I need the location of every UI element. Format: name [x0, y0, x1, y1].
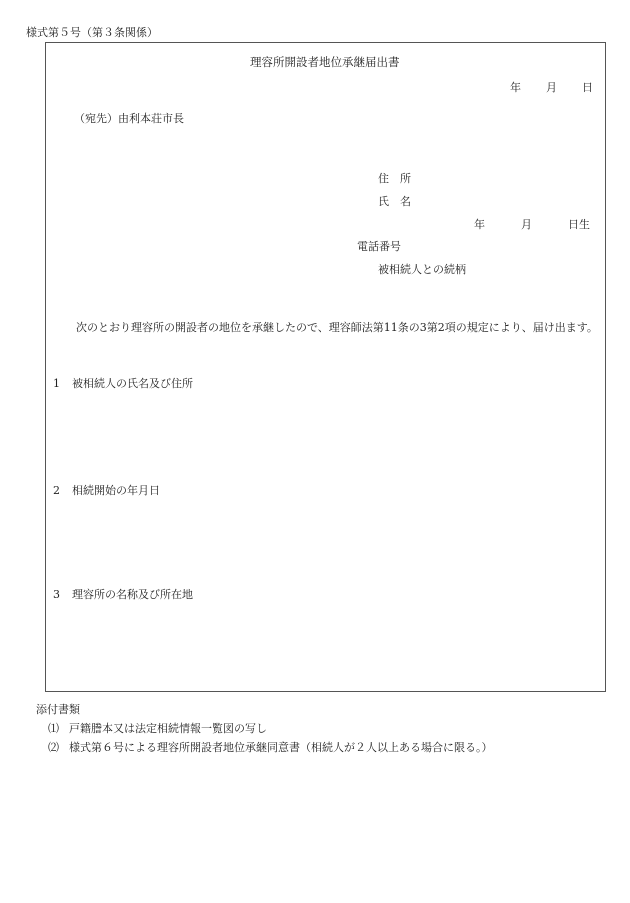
item-label: 被相続人の氏名及び住所 [72, 377, 193, 390]
date-day-label: 日 [582, 81, 593, 94]
attachment-text: 様式第６号による理容所開設者地位承継同意書（相続人が２人以上ある場合に限る。） [69, 741, 493, 754]
attachment-1 [48, 722, 267, 736]
item-label: 相続開始の年月日 [72, 484, 160, 497]
attachment-number: ⑴ [48, 722, 59, 735]
birth-year-label: 年 [474, 218, 485, 231]
attachments-heading: 添付書類 [36, 703, 80, 716]
applicant-birthdate [474, 218, 590, 232]
applicant-name-label: 氏 名 [378, 195, 411, 208]
notification-body: 次のとおり理容所の開設者の地位を承継したので、理容師法第11条の3第2項の規定により、届け出ます。 [76, 321, 598, 334]
item-3 [53, 588, 193, 602]
form-title: 理容所開設者地位承継届出書 [250, 55, 400, 69]
attachment-number: ⑵ [48, 741, 59, 754]
date-year-label: 年 [510, 81, 521, 94]
item-number: 3 [53, 588, 60, 601]
birth-day-label: 日生 [568, 218, 590, 231]
item-2 [53, 484, 160, 498]
attachment-2 [48, 741, 493, 755]
applicant-phone-label: 電話番号 [357, 240, 401, 253]
item-number: 1 [53, 377, 60, 390]
item-1 [53, 377, 193, 391]
date-month-label: 月 [546, 81, 557, 94]
applicant-relation-label: 被相続人との続柄 [378, 263, 466, 276]
attachment-text: 戸籍謄本又は法定相続情報一覧図の写し [69, 722, 267, 735]
form-label: 様式第５号（第３条関係） [26, 26, 158, 39]
applicant-address-label: 住 所 [378, 172, 411, 185]
item-number: 2 [53, 484, 60, 497]
submission-date [510, 81, 593, 95]
item-label: 理容所の名称及び所在地 [72, 588, 193, 601]
addressee: （宛先）由利本荘市長 [74, 112, 184, 125]
birth-month-label: 月 [521, 218, 532, 231]
